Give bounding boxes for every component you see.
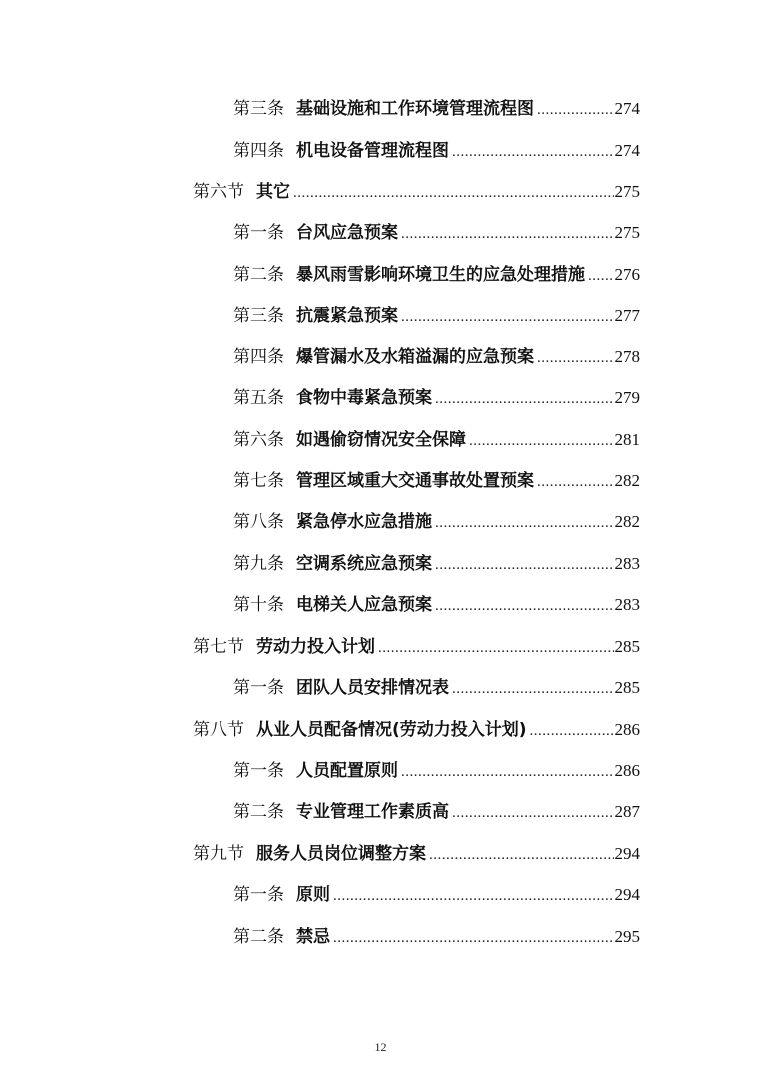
toc-leader-dots	[429, 841, 614, 869]
toc-entry-page: 294	[614, 885, 640, 904]
toc-leader-dots	[530, 717, 614, 745]
toc-leader-dots	[469, 427, 614, 455]
toc-entry-page: 286	[614, 761, 640, 780]
toc-entry[interactable]	[233, 261, 640, 289]
toc-entry-label: 第三条	[233, 306, 284, 326]
toc-leader-dots	[435, 385, 614, 413]
toc-entry-page: 275	[614, 182, 640, 201]
toc-entry-page: 278	[614, 347, 640, 366]
toc-entry[interactable]	[193, 633, 640, 661]
toc-leader-dots	[537, 468, 614, 496]
toc-entry-title: 如遇偷窃情况安全保障	[296, 430, 466, 450]
toc-entry-title: 服务人员岗位调整方案	[256, 844, 426, 864]
toc-entry-page: 286	[614, 720, 640, 739]
toc-entry[interactable]	[233, 426, 640, 454]
toc-leader-dots	[435, 509, 614, 537]
toc-entry-title: 紧急停水应急措施	[296, 512, 432, 532]
toc-entry-page: 277	[614, 306, 640, 325]
toc-leader-dots	[401, 758, 614, 786]
toc-entry-label: 第八节	[193, 720, 244, 740]
toc-entry-label: 第四条	[233, 347, 284, 367]
toc-entry-page: 279	[614, 388, 640, 407]
toc-entry-title: 台风应急预案	[296, 223, 398, 243]
toc-entry[interactable]	[233, 343, 640, 371]
toc-leader-dots	[333, 924, 614, 952]
toc-entry-label: 第七条	[233, 471, 284, 491]
toc-leader-dots	[452, 675, 614, 703]
toc-entry-title: 食物中毒紧急预案	[296, 388, 432, 408]
toc-entry[interactable]	[233, 137, 640, 165]
toc-entry-label: 第八条	[233, 512, 284, 532]
toc-leader-dots	[378, 634, 614, 662]
toc-entry-title: 从业人员配备情况(劳动力投入计划)	[256, 720, 527, 740]
toc-leader-dots	[401, 220, 614, 248]
toc-entry-page: 281	[614, 430, 640, 449]
toc-entry[interactable]	[193, 178, 640, 206]
toc-leader-dots	[537, 344, 614, 372]
toc-entry[interactable]	[233, 219, 640, 247]
toc-leader-dots	[452, 799, 614, 827]
toc-entry-title: 暴风雨雪影响环境卫生的应急处理措施	[296, 265, 585, 285]
toc-entry[interactable]	[233, 591, 640, 619]
toc-entry[interactable]	[233, 302, 640, 330]
toc-entry[interactable]	[233, 550, 640, 578]
toc-entry-title: 爆管漏水及水箱溢漏的应急预案	[296, 347, 534, 367]
toc-entry-label: 第九条	[233, 554, 284, 574]
toc-entry-title: 团队人员安排情况表	[296, 678, 449, 698]
toc-entry-title: 空调系统应急预案	[296, 554, 432, 574]
toc-entry[interactable]	[193, 716, 640, 744]
toc-entry-title: 劳动力投入计划	[256, 637, 375, 657]
toc-entry-title: 原则	[296, 885, 330, 905]
toc-entry-page: 287	[614, 802, 640, 821]
toc-entry[interactable]	[233, 467, 640, 495]
toc-entry-page: 283	[614, 554, 640, 573]
toc-entry-label: 第五条	[233, 388, 284, 408]
toc-entry[interactable]	[233, 95, 640, 123]
toc-entry-title: 其它	[256, 182, 290, 202]
toc-leader-dots	[293, 179, 614, 207]
toc-entry-label: 第一条	[233, 885, 284, 905]
toc-entry[interactable]	[233, 674, 640, 702]
toc-entry-label: 第二条	[233, 927, 284, 947]
toc-leader-dots	[452, 138, 614, 166]
toc-entry-page: 285	[614, 678, 640, 697]
toc-entry-label: 第一条	[233, 223, 284, 243]
toc-entry-title: 基础设施和工作环境管理流程图	[296, 99, 534, 119]
toc-entry-title: 电梯关人应急预案	[296, 595, 432, 615]
toc-entry[interactable]	[233, 798, 640, 826]
toc-entry-label: 第一条	[233, 761, 284, 781]
toc-entry[interactable]	[233, 923, 640, 951]
toc-entry-label: 第十条	[233, 595, 284, 615]
toc-entry-label: 第二条	[233, 265, 284, 285]
toc-entry-title: 人员配置原则	[296, 761, 398, 781]
toc-entry-page: 282	[614, 512, 640, 531]
toc-entry[interactable]	[233, 508, 640, 536]
toc-entry-page: 274	[614, 141, 640, 160]
toc-entry-page: 275	[614, 223, 640, 242]
toc-entry-label: 第四条	[233, 141, 284, 161]
toc-entry-page: 285	[614, 637, 640, 656]
toc-entry-title: 抗震紧急预案	[296, 306, 398, 326]
toc-entry-page: 295	[614, 927, 640, 946]
toc-entry-label: 第七节	[193, 637, 244, 657]
toc-leader-dots	[401, 303, 614, 331]
toc-leader-dots	[588, 262, 614, 290]
toc-entry[interactable]	[233, 757, 640, 785]
toc-leader-dots	[333, 882, 614, 910]
toc-entry-label: 第六节	[193, 182, 244, 202]
toc-leader-dots	[435, 551, 614, 579]
toc-entry-label: 第六条	[233, 430, 284, 450]
toc-entry-label: 第三条	[233, 99, 284, 119]
toc-entry-title: 管理区域重大交通事故处置预案	[296, 471, 534, 491]
toc-entry-label: 第二条	[233, 802, 284, 822]
toc-entry-title: 机电设备管理流程图	[296, 141, 449, 161]
toc-entry-label: 第九节	[193, 844, 244, 864]
toc-entry[interactable]	[233, 881, 640, 909]
toc-entry-title: 专业管理工作素质高	[296, 802, 449, 822]
toc-entry[interactable]	[193, 840, 640, 868]
toc-entry-page: 274	[614, 99, 640, 118]
page-number: 12	[374, 1040, 387, 1054]
toc-entry-title: 禁忌	[296, 927, 330, 947]
toc-entry-page: 276	[614, 265, 640, 284]
toc-entry-page: 282	[614, 471, 640, 490]
toc-entry-label: 第一条	[233, 678, 284, 698]
toc-leader-dots	[537, 96, 614, 124]
toc-entry-page: 283	[614, 595, 640, 614]
toc-leader-dots	[435, 592, 614, 620]
toc-entry[interactable]	[233, 384, 640, 412]
toc-entry-page: 294	[614, 844, 640, 863]
